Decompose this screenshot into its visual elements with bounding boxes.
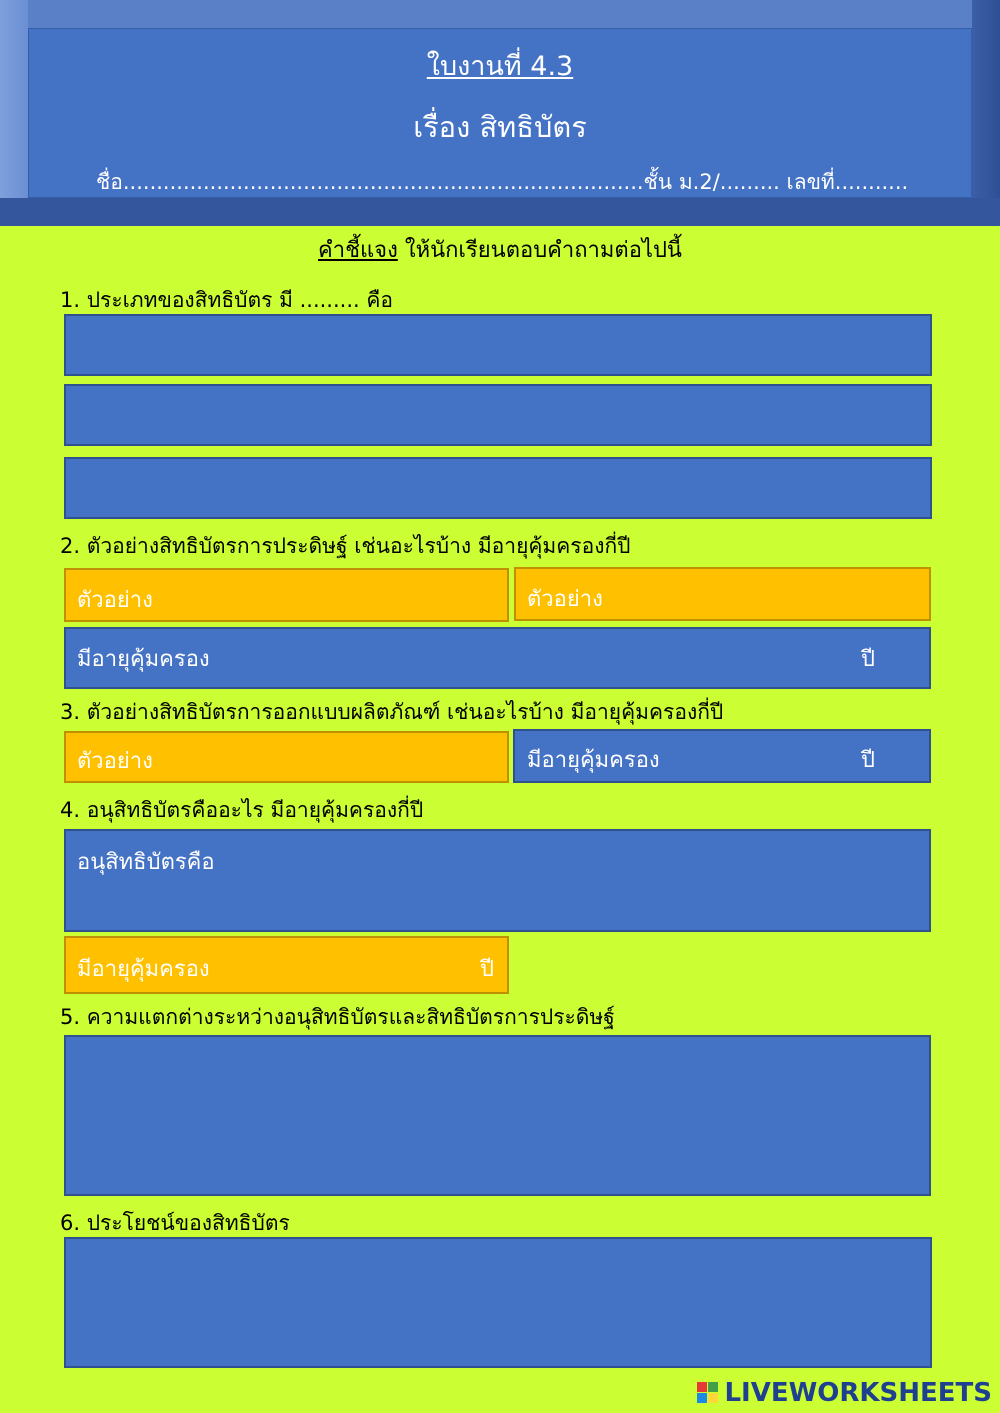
instruction [0,232,1000,267]
year-label: ปี [861,647,875,672]
petty-patent-label: อนุสิทธิบัตรคือ [77,850,215,875]
example-label: ตัวอย่าง [527,587,603,612]
brand-wordmark: LIVEWORKSHEETS [724,1378,992,1408]
question-2: 2. ตัวอย่างสิทธิบัตรการประดิษฐ์ เช่นอะไรบ้าง มีอายุคุ้มครองกี่ปี [60,534,631,558]
instruction-label: คำชี้แจง [318,238,398,263]
liveworksheets-logo-icon [697,1382,719,1404]
worksheet-title: ใบงานที่ 4.3 [426,51,574,82]
worksheet-subject: เรื่อง สิทธิบัตร [413,110,587,144]
question-1: 1. ประเภทของสิทธิบัตร มี ......... คือ [60,288,394,312]
instruction-text: ให้นักเรียนตอบคำถามต่อไปนี้ [397,238,682,263]
question-4: 4. อนุสิทธิบัตรคืออะไร มีอายุคุ้มครองกี่ปี [60,798,424,822]
answer-1b-field[interactable] [64,384,932,446]
year-label: ปี [480,957,494,982]
student-info-line: ชื่อ..............................................................................ชั้น ม.2/......... เลขที่........... [96,170,909,194]
answer-1a-field[interactable] [64,314,932,376]
answer-1c-field[interactable] [64,457,932,519]
question-6: 6. ประโยชน์ของสิทธิบัตร [60,1211,290,1235]
question-5: 5. ความแตกต่างระหว่างอนุสิทธิบัตรและสิทธิบัตรการประดิษฐ์ [60,1005,615,1029]
answer-5-field[interactable] [64,1035,931,1196]
protection-label: มีอายุคุ้มครอง [77,957,210,982]
example-label: ตัวอย่าง [77,749,153,774]
header-bevel [0,198,1000,226]
answer-6-field[interactable] [64,1237,932,1368]
protection-label: มีอายุคุ้มครอง [77,647,210,672]
example-label: ตัวอย่าง [77,588,153,613]
protection-label: มีอายุคุ้มครอง [527,748,660,773]
year-label: ปี [861,748,875,773]
question-3: 3. ตัวอย่างสิทธิบัตรการออกแบบผลิตภัณฑ์ เช่นอะไรบ้าง มีอายุคุ้มครองกี่ปี [60,700,724,724]
